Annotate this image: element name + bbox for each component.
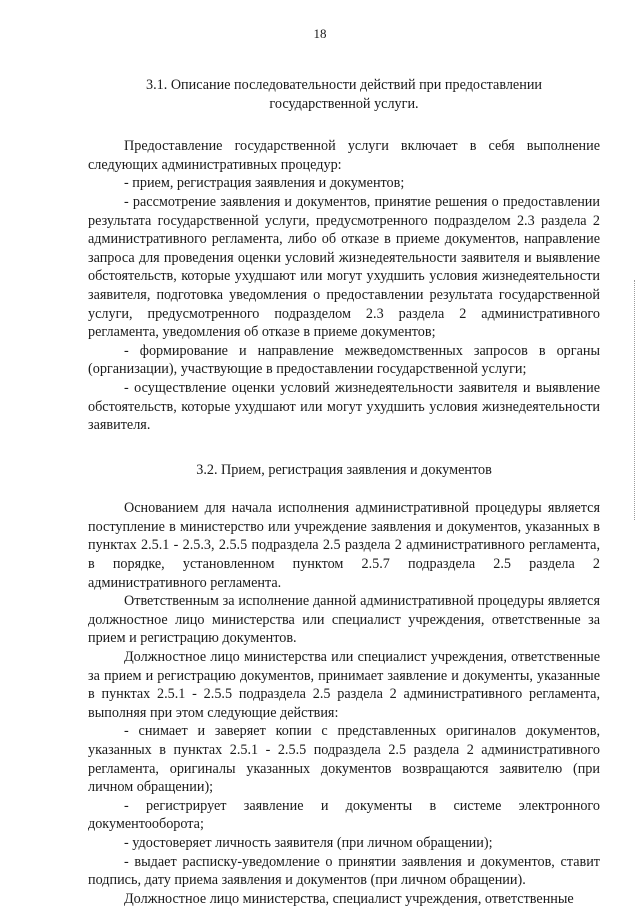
list-item: - осуществление оценки условий жизнедеятельности заявителя и выявление обстоятельств, которые ухудшают или могут ухудшить условия жизнедеятельности заявителя. — [88, 379, 600, 434]
paragraph: Ответственным за исполнение данной административной процедуры является должностное лицо министерства или специалист учреждения, ответственные за прием и регистрацию документов. — [88, 593, 600, 647]
section-heading-3-2: 3.2. Прием, регистрация заявления и документов — [196, 461, 492, 478]
list-item: - регистрирует заявление и документы в системе электронного документооборота; — [88, 797, 600, 833]
list-item: - формирование и направление межведомственных запросов в органы (организации), участвующие в предоставлении государственной услуги; — [88, 342, 600, 378]
list-item: - рассмотрение заявления и документов, принятие решения о предоставлении результата государственной услуги, предусмотренного подразделом 2.3 раздела 2 административного регламента, либо об отказе в приеме документов, направление запроса для проведения оценки условий жизнедеятельности заявителя и выявление обстоятельств, которые ухудшают или могут ухудшить условия жизнедеятельности заявителя, подготовка уведомления о предоставлении результата государственной услуги, предусмотренного подразделом 2.3 раздела 2 административного регламента, уведомления об отказе в приеме документов; — [88, 193, 600, 341]
list-item: - выдает расписку-уведомление о принятии заявления и документов, ставит подпись, дату приема заявления и документов (при личном обращении). — [88, 853, 600, 889]
list-item: - прием, регистрация заявления и документов; — [124, 175, 405, 192]
list-item: - снимает и заверяет копии с представленных оригиналов документов, указанных в пунктах 2.5.1 - 2.5.5 подраздела 2.5 раздела 2 административного регламента, оригиналы указанных документов возвращаются заявителю (при личном обращении); — [88, 723, 600, 796]
paragraph: Должностное лицо министерства, специалист учреждения, ответственные — [124, 890, 574, 907]
section-heading-3-1: 3.1. Описание последовательности действий при предоставлении государственной услуги. — [145, 77, 543, 112]
page-number: 18 — [313, 26, 327, 41]
paragraph: Основанием для начала исполнения административной процедуры является поступление в министерство или учреждение заявления и документов, указанных в пунктах 2.5.1 - 2.5.3, 2.5.5 подраздела 2.5 раздела 2 административного регламента, в порядке, установленном пунктом 2.5.7 подраздела 2.5 раздела 2 административного регламента. — [88, 500, 600, 591]
paragraph: Должностное лицо министерства или специалист учреждения, ответственные за прием и регистрацию документов, принимает заявление и документы, указанные в пунктах 2.5.1 - 2.5.5 подраздела 2.5 раздела 2 административного регламента, выполняя при этом следующие действия: — [88, 649, 600, 721]
list-item: - удостоверяет личность заявителя (при личном обращении); — [124, 834, 493, 851]
scan-edge-marks — [634, 280, 638, 520]
paragraph: Предоставление государственной услуги включает в себя выполнение следующих административных процедур: — [88, 138, 600, 173]
document-body — [88, 66, 600, 908]
